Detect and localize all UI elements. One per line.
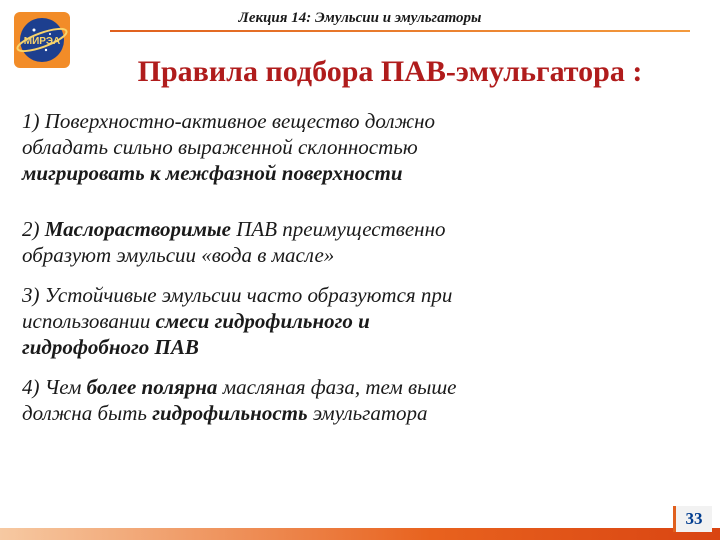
rule-3-line-3-bold: гидрофобного ПАВ [22,335,199,359]
rule-3 [22,282,452,360]
rule-3-line-2-bold: смеси гидрофильного и [155,309,370,333]
rule-4-prefix: 4) Чем [22,375,87,399]
rule-2 [22,216,446,268]
rule-3-line-1: 3) Устойчивые эмульсии часто образуются при [22,283,453,307]
rule-1-line-1: 1) Поверхностно-активное вещество должно [22,109,436,133]
rule-3-line-2-prefix: использовании [22,309,156,333]
rule-4-suffix: масляная фаза, тем выше [217,375,457,399]
rule-1-line-3-bold: мигрировать к межфазной поверхности [22,161,403,185]
rule-4 [22,374,457,426]
rule-2-bold: Маслорастворимые [44,217,231,241]
rule-1-line-2: обладать сильно выраженной склонностью [22,135,418,159]
logo-text: МИРЭА [23,36,61,47]
footer-bar [0,528,720,540]
page-number: 33 [673,506,712,532]
rule-2-suffix: ПАВ преимущественно [230,217,446,241]
lecture-title: Лекция 14: Эмульсии и эмульгаторы [238,10,482,26]
rule-4-bold: более полярна [86,375,218,399]
rule-4-line-2-prefix: должна быть [22,401,153,425]
header-divider [110,30,690,32]
rule-4-line-2-suffix: эмульгатора [307,401,428,425]
rule-2-prefix: 2) [22,217,45,241]
rule-2-line-2: образуют эмульсии «вода в масле» [22,243,335,267]
slide-title: Правила подбора ПАВ-эмульгатора : [137,55,643,88]
rule-4-line-2-bold: гидрофильность [152,401,308,425]
rule-1 [22,108,435,186]
